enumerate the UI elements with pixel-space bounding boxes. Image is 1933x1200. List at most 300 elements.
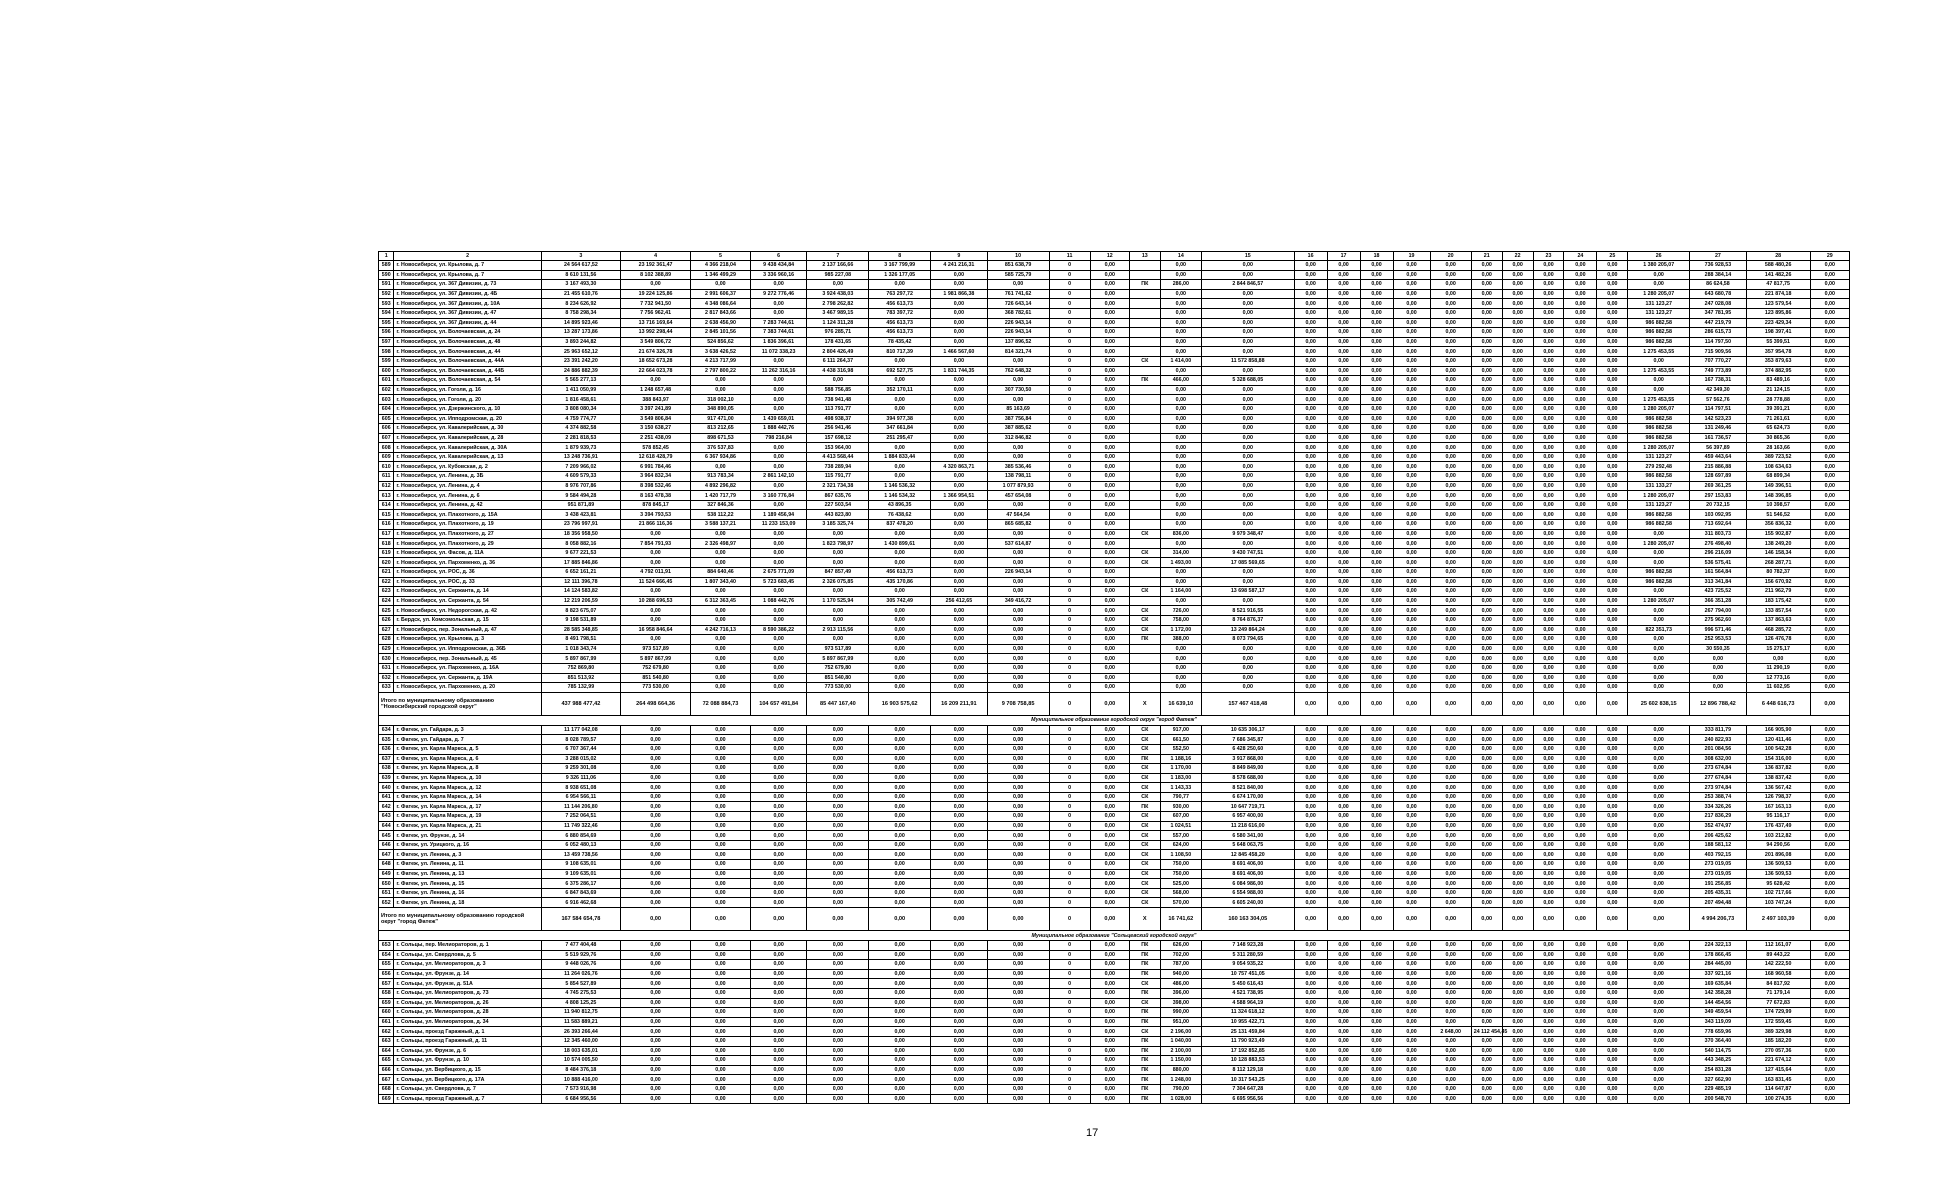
table-cell: 0,00 [869,1065,931,1075]
table-cell: 0,00 [1360,725,1393,735]
table-cell: 0,00 [1360,270,1393,280]
table-cell: 0,00 [1502,840,1533,850]
table-cell: 0,00 [1294,606,1327,616]
table-cell: 0,00 [621,812,691,822]
table-cell: 1 150,00 [1160,1056,1201,1066]
table-cell: 0,00 [931,683,988,693]
table-cell: 0,00 [1360,385,1393,395]
table-cell: 0,00 [621,615,691,625]
row-number: 652 [379,898,394,908]
table-row [379,773,1850,783]
table-cell: 0,00 [1810,356,1849,366]
table-cell: 0,00 [1327,1008,1360,1018]
table-cell: 0,00 [1393,831,1430,841]
table-cell: 0,00 [1430,356,1471,366]
row-number: 615 [379,510,394,520]
table-cell: 0,00 [1628,1008,1690,1018]
table-row [379,941,1850,951]
table-row [379,491,1850,501]
table-cell: 0,00 [1294,625,1327,635]
table-cell: 0,00 [1360,644,1393,654]
table-cell: 0,00 [750,754,807,764]
table-cell: 0,00 [1090,840,1129,850]
table-cell: 0,00 [1327,606,1360,616]
table-cell: 0 [1049,356,1090,366]
address-cell: г. Сольцы, ул. Фрунзе, д. 6 [394,1046,541,1056]
table-cell: 0,00 [1430,568,1471,578]
table-cell: 0,00 [1564,606,1597,616]
table-cell: 0,00 [1090,443,1129,453]
table-cell: 0,00 [1597,725,1628,735]
table-cell: 0,00 [1471,1056,1502,1066]
table-cell: 0,00 [869,979,931,989]
table-cell: 0,00 [1533,539,1564,549]
table-cell: 0,00 [1393,764,1430,774]
table-cell: 8 578 688,00 [1201,773,1294,783]
table-cell: 0,00 [869,1084,931,1094]
table-cell: 0,00 [1564,500,1597,510]
table-cell: 126 476,78 [1746,635,1810,645]
table-cell: 0,00 [931,869,988,879]
table-cell: СК [1129,792,1160,802]
table-cell: 1 188,16 [1160,754,1201,764]
table-cell: 0,00 [691,1065,751,1075]
table-cell: 0,00 [987,1065,1049,1075]
table-row [379,548,1850,558]
table-cell: 0,00 [621,1075,691,1085]
table-cell: 0,00 [1533,663,1564,673]
table-cell: 42 349,30 [1690,385,1747,395]
table-cell: 11 749 322,46 [541,821,620,831]
table-cell: 0,00 [1327,860,1360,870]
table-cell: 28 778,88 [1746,395,1810,405]
table-cell: 0,00 [1471,950,1502,960]
table-cell: 0,00 [1393,577,1430,587]
table-cell: 6 707 367,44 [541,744,620,754]
table-cell: 376 537,83 [691,443,751,453]
table-cell: 0,00 [1360,654,1393,664]
table-cell: 0,00 [1533,812,1564,822]
address-cell: г. Новосибирск, ул. Ленина, д. 3Б [394,472,541,482]
table-cell: 0,00 [1810,988,1849,998]
table-cell: 0,00 [621,280,691,290]
table-cell: 0,00 [1597,1056,1628,1066]
table-cell: 0,00 [1597,568,1628,578]
address-cell: г. Фатеж, ул. Фрунзе, д. 14 [394,831,541,841]
table-cell: 0,00 [1393,366,1430,376]
table-cell: 0,00 [1628,558,1690,568]
table-cell: 0,00 [1160,414,1201,424]
table-cell: 0,00 [1294,1046,1327,1056]
table-cell: 0,00 [931,850,988,860]
table-cell: 0,00 [1628,960,1690,970]
table-cell: 0,00 [1327,673,1360,683]
table-cell: СК [1129,850,1160,860]
table-cell: 0,00 [1360,744,1393,754]
table-cell: 0,00 [869,1094,931,1104]
table-cell: 0,00 [987,960,1049,970]
table-cell: 0,00 [1564,644,1597,654]
table-cell: 0,00 [1160,337,1201,347]
capital-repair-register-table [378,251,1850,1104]
table-cell: 0,00 [1360,635,1393,645]
table-cell: 0,00 [1090,261,1129,271]
table-cell: 0,00 [1327,376,1360,386]
table-cell: 28 585 348,85 [541,625,620,635]
table-cell: 0,00 [1160,462,1201,472]
column-number-header: 19 [1393,252,1430,261]
table-cell: 0,00 [987,783,1049,793]
table-cell: 0,00 [931,356,988,366]
total-cell: 16 639,10 [1160,692,1201,715]
table-cell: 267 794,00 [1690,606,1747,616]
table-row [379,1094,1850,1104]
table-cell: 0,00 [987,1008,1049,1018]
table-cell: 0,00 [1533,941,1564,951]
table-cell: 0,00 [1597,941,1628,951]
table-cell: 0,00 [1090,347,1129,357]
table-cell: 0,00 [1597,969,1628,979]
table-cell: 0,00 [1090,663,1129,673]
table-cell: 0,00 [1502,299,1533,309]
table-cell: 0,00 [1810,443,1849,453]
table-cell: 8 491 798,51 [541,635,620,645]
table-cell: 0,00 [1430,577,1471,587]
table-cell: 0,00 [1294,280,1327,290]
table-cell: 8 758 298,34 [541,308,620,318]
table-cell: 0,00 [1430,366,1471,376]
table-cell: 0,00 [1327,773,1360,783]
table-row [379,395,1850,405]
table-cell: СК [1129,812,1160,822]
table-cell: 0,00 [691,606,751,616]
table-cell: 268 287,71 [1746,558,1810,568]
table-cell: 0 [1049,821,1090,831]
table-cell: 0,00 [931,773,988,783]
table-cell: 758,00 [1160,615,1201,625]
table-cell: 0,00 [987,950,1049,960]
table-cell: 0,00 [1471,577,1502,587]
table-cell: 707 770,27 [1690,356,1747,366]
table-cell: 0,00 [1502,366,1533,376]
table-cell: 0,00 [1430,960,1471,970]
table-cell: 0,00 [1471,280,1502,290]
table-cell: 557,00 [1160,831,1201,841]
table-cell: 8 398 532,46 [621,481,691,491]
table-cell: 0 [1049,744,1090,754]
table-cell: 0,00 [1533,376,1564,386]
table-row [379,539,1850,549]
total-cell: 437 988 477,42 [541,692,620,715]
table-cell: 0,00 [750,1046,807,1056]
table-cell: 0,00 [1360,1008,1393,1018]
table-cell: 0,00 [1628,635,1690,645]
table-cell: 0,00 [1628,654,1690,664]
table-cell: 3 150 638,27 [621,424,691,434]
table-cell: 0,00 [1360,280,1393,290]
table-cell [1129,654,1160,664]
table-cell: 23 796 997,91 [541,520,620,530]
table-cell: 0,00 [1597,898,1628,908]
table-cell: 3 808 080,34 [541,404,620,414]
table-cell: 4 374 882,58 [541,424,620,434]
table-cell: 0,00 [1393,1046,1430,1056]
table-cell: 0,00 [1090,735,1129,745]
table-cell: 0,00 [1360,663,1393,673]
row-number: 591 [379,280,394,290]
table-row [379,879,1850,889]
address-cell: г. Новосибирск, ул. Кубовская, д. 2 [394,462,541,472]
table-cell: 0,00 [807,735,869,745]
table-cell: 0,00 [750,860,807,870]
table-cell: 0,00 [1502,754,1533,764]
table-cell: 1 326 177,05 [869,270,931,280]
table-cell: 163 831,45 [1746,1075,1810,1085]
table-cell: 167 738,31 [1690,376,1747,386]
table-cell: 0,00 [1393,299,1430,309]
address-cell: г. Фатеж, ул. Карла Маркса, д. 8 [394,764,541,774]
table-cell: 0,00 [621,725,691,735]
table-cell: 0,00 [1628,735,1690,745]
table-cell: 0,00 [1430,879,1471,889]
table-cell: 0,00 [750,783,807,793]
table-row [379,328,1850,338]
table-cell: 8 112 129,18 [1201,1065,1294,1075]
table-cell: 24 112 454,45 [1471,1027,1502,1037]
table-cell: 2 281 818,53 [541,433,620,443]
table-cell: 0,00 [1430,663,1471,673]
table-cell: 0,00 [1294,424,1327,434]
table-cell: 0,00 [807,635,869,645]
table-cell: 0,00 [1327,1056,1360,1066]
table-cell: 0,00 [1810,558,1849,568]
address-cell: г. Новосибирск, ул. Ленина, д. 4 [394,481,541,491]
address-cell: г. Новосибирск, ул. Крылова, д. 3 [394,635,541,645]
table-cell: 0,00 [691,860,751,870]
table-cell: 2 196,00 [1160,1027,1201,1037]
table-cell: 423 725,52 [1690,587,1747,597]
table-cell: 13 249 864,24 [1201,625,1294,635]
address-cell: г. Новосибирск, ул. 367 Дивизии, д. 4Б [394,289,541,299]
table-row [379,979,1850,989]
table-cell: 8 691 406,00 [1201,869,1294,879]
table-cell: 0,00 [1810,998,1849,1008]
table-cell: 0,00 [1533,735,1564,745]
table-cell [1129,308,1160,318]
table-cell: 0,00 [1502,764,1533,774]
table-cell: 256 412,65 [931,596,988,606]
table-cell: 0,00 [987,979,1049,989]
table-cell: 0,00 [1327,587,1360,597]
table-cell: 0,00 [1294,385,1327,395]
table-cell [1129,452,1160,462]
table-cell: 0,00 [1597,792,1628,802]
table-cell: 0 [1049,337,1090,347]
table-cell: 0,00 [1533,969,1564,979]
table-cell: 0,00 [1294,568,1327,578]
table-cell: СК [1129,831,1160,841]
table-cell [1129,385,1160,395]
table-cell: 0,00 [1294,481,1327,491]
table-cell: 0,00 [621,754,691,764]
table-cell: 0,00 [1597,625,1628,635]
table-cell: 0,00 [1502,1056,1533,1066]
table-cell: 750,00 [1160,869,1201,879]
table-cell: 0,00 [1160,433,1201,443]
table-cell: 0,00 [1430,462,1471,472]
table-cell: 0,00 [1690,663,1747,673]
row-number: 598 [379,347,394,357]
table-cell: 0,00 [869,606,931,616]
table-cell: СК [1129,735,1160,745]
table-cell: 0,00 [1471,539,1502,549]
table-cell: 0,00 [807,529,869,539]
table-cell: 0,00 [1393,462,1430,472]
table-cell: 396,00 [1160,988,1201,998]
table-cell: 0,00 [1564,347,1597,357]
table-cell: 0,00 [1471,299,1502,309]
table-cell: 286 615,73 [1690,328,1747,338]
table-cell: 19 224 125,86 [621,289,691,299]
table-cell: 0,00 [931,500,988,510]
table-cell: 752 869,80 [541,663,620,673]
table-cell: 0,00 [1810,500,1849,510]
table-cell: 0,00 [1533,960,1564,970]
column-number-header: 28 [1746,252,1810,261]
table-cell [1129,577,1160,587]
table-cell: 0,00 [1360,625,1393,635]
table-cell: 0,00 [987,1094,1049,1104]
table-cell: 94 290,56 [1746,840,1810,850]
table-cell: 141 482,26 [1746,270,1810,280]
table-cell: 4 242 716,13 [691,625,751,635]
table-cell: 0,00 [931,481,988,491]
table-cell: 0,00 [1393,520,1430,530]
table-cell: 0,00 [931,988,988,998]
table-cell: 1 466 567,60 [931,347,988,357]
column-number-header: 25 [1597,252,1628,261]
table-cell: 0,00 [1597,337,1628,347]
table-cell: 0 [1049,472,1090,482]
column-number-header: 5 [691,252,751,261]
table-cell: ПК [1129,960,1160,970]
table-cell: 0,00 [1327,1094,1360,1104]
table-cell: 0,00 [1690,673,1747,683]
table-cell: 0,00 [1533,280,1564,290]
table-cell: 0,00 [1160,491,1201,501]
table-cell: 0,00 [1502,539,1533,549]
table-cell: 11 324 618,12 [1201,1008,1294,1018]
table-cell: 0,00 [1628,840,1690,850]
table-cell: 0,00 [869,1056,931,1066]
table-cell: 0,00 [1564,1017,1597,1027]
table-cell: 0,00 [1327,270,1360,280]
table-cell: 0,00 [807,606,869,616]
table-cell: 0,00 [1810,289,1849,299]
table-cell: 0,00 [1160,568,1201,578]
table-cell: 878 845,17 [621,500,691,510]
table-cell: 0,00 [1471,644,1502,654]
table-cell: 0,00 [1294,1036,1327,1046]
table-cell: ПК [1129,1094,1160,1104]
table-cell: 21 455 610,76 [541,289,620,299]
table-cell: 0,00 [1564,969,1597,979]
table-cell: 1 879 939,73 [541,443,620,453]
table-cell: 0,00 [1090,683,1129,693]
table-cell: 0,00 [931,1094,988,1104]
table-cell: 0,00 [1360,850,1393,860]
table-cell: 0,00 [1360,587,1393,597]
table-cell: 0,00 [807,783,869,793]
column-number-header: 16 [1294,252,1327,261]
table-cell: 0,00 [1393,510,1430,520]
table-cell: 0,00 [931,644,988,654]
table-cell: 0,00 [1597,644,1628,654]
table-row [379,1008,1850,1018]
table-cell: 4 892 296,82 [691,481,751,491]
table-cell: 3 588 137,21 [691,520,751,530]
table-cell: 0,00 [1393,1094,1430,1104]
table-cell [1129,520,1160,530]
table-cell: 0,00 [1201,404,1294,414]
table-cell: СК [1129,821,1160,831]
table-cell: 0,00 [1810,347,1849,357]
table-cell: 0,00 [1393,452,1430,462]
table-cell: 0,00 [1502,596,1533,606]
table-cell: 0,00 [1294,812,1327,822]
table-cell: 0,00 [807,725,869,735]
table-cell: 217 836,29 [1690,812,1747,822]
column-number-header: 13 [1129,252,1160,261]
row-number: 622 [379,577,394,587]
table-cell: 0,00 [1564,615,1597,625]
table-cell: 0,00 [1564,988,1597,998]
table-cell [1129,414,1160,424]
table-cell: 0,00 [1810,869,1849,879]
table-cell: 0,00 [1810,587,1849,597]
table-cell: 0,00 [1810,376,1849,386]
table-cell: 0,00 [1502,328,1533,338]
table-cell: 0,00 [1327,979,1360,989]
table-cell: 0,00 [1810,654,1849,664]
table-cell: 0,00 [1564,998,1597,1008]
table-cell: 0,00 [1564,960,1597,970]
address-cell: г. Новосибирск, ул. Сержанта, д. 14 [394,587,541,597]
table-cell: 851 513,92 [541,673,620,683]
table-cell: 0,00 [1360,1046,1393,1056]
table-cell: 0,00 [1294,744,1327,754]
address-cell: г. Сольцы, ул. Мелиораторов, д. 73 [394,988,541,998]
table-cell: 0,00 [1294,299,1327,309]
table-cell: 0,00 [621,635,691,645]
table-cell: 6 605 240,00 [1201,898,1294,908]
table-cell: 0,00 [1810,280,1849,290]
table-row [379,529,1850,539]
table-row [379,754,1850,764]
table-cell: 0,00 [1090,879,1129,889]
table-cell: 185 182,20 [1746,1036,1810,1046]
table-cell: 0,00 [1502,879,1533,889]
table-cell: 0,00 [807,280,869,290]
table-cell: 0,00 [621,950,691,960]
table-cell: 207 494,48 [1690,898,1747,908]
table-cell: 0,00 [1810,1056,1849,1066]
table-cell: 0,00 [750,1056,807,1066]
table-cell: 2 638 456,90 [691,318,751,328]
table-cell: 240 822,93 [1690,735,1747,745]
table-cell [1129,462,1160,472]
total-cell: 0,00 [1430,908,1471,931]
